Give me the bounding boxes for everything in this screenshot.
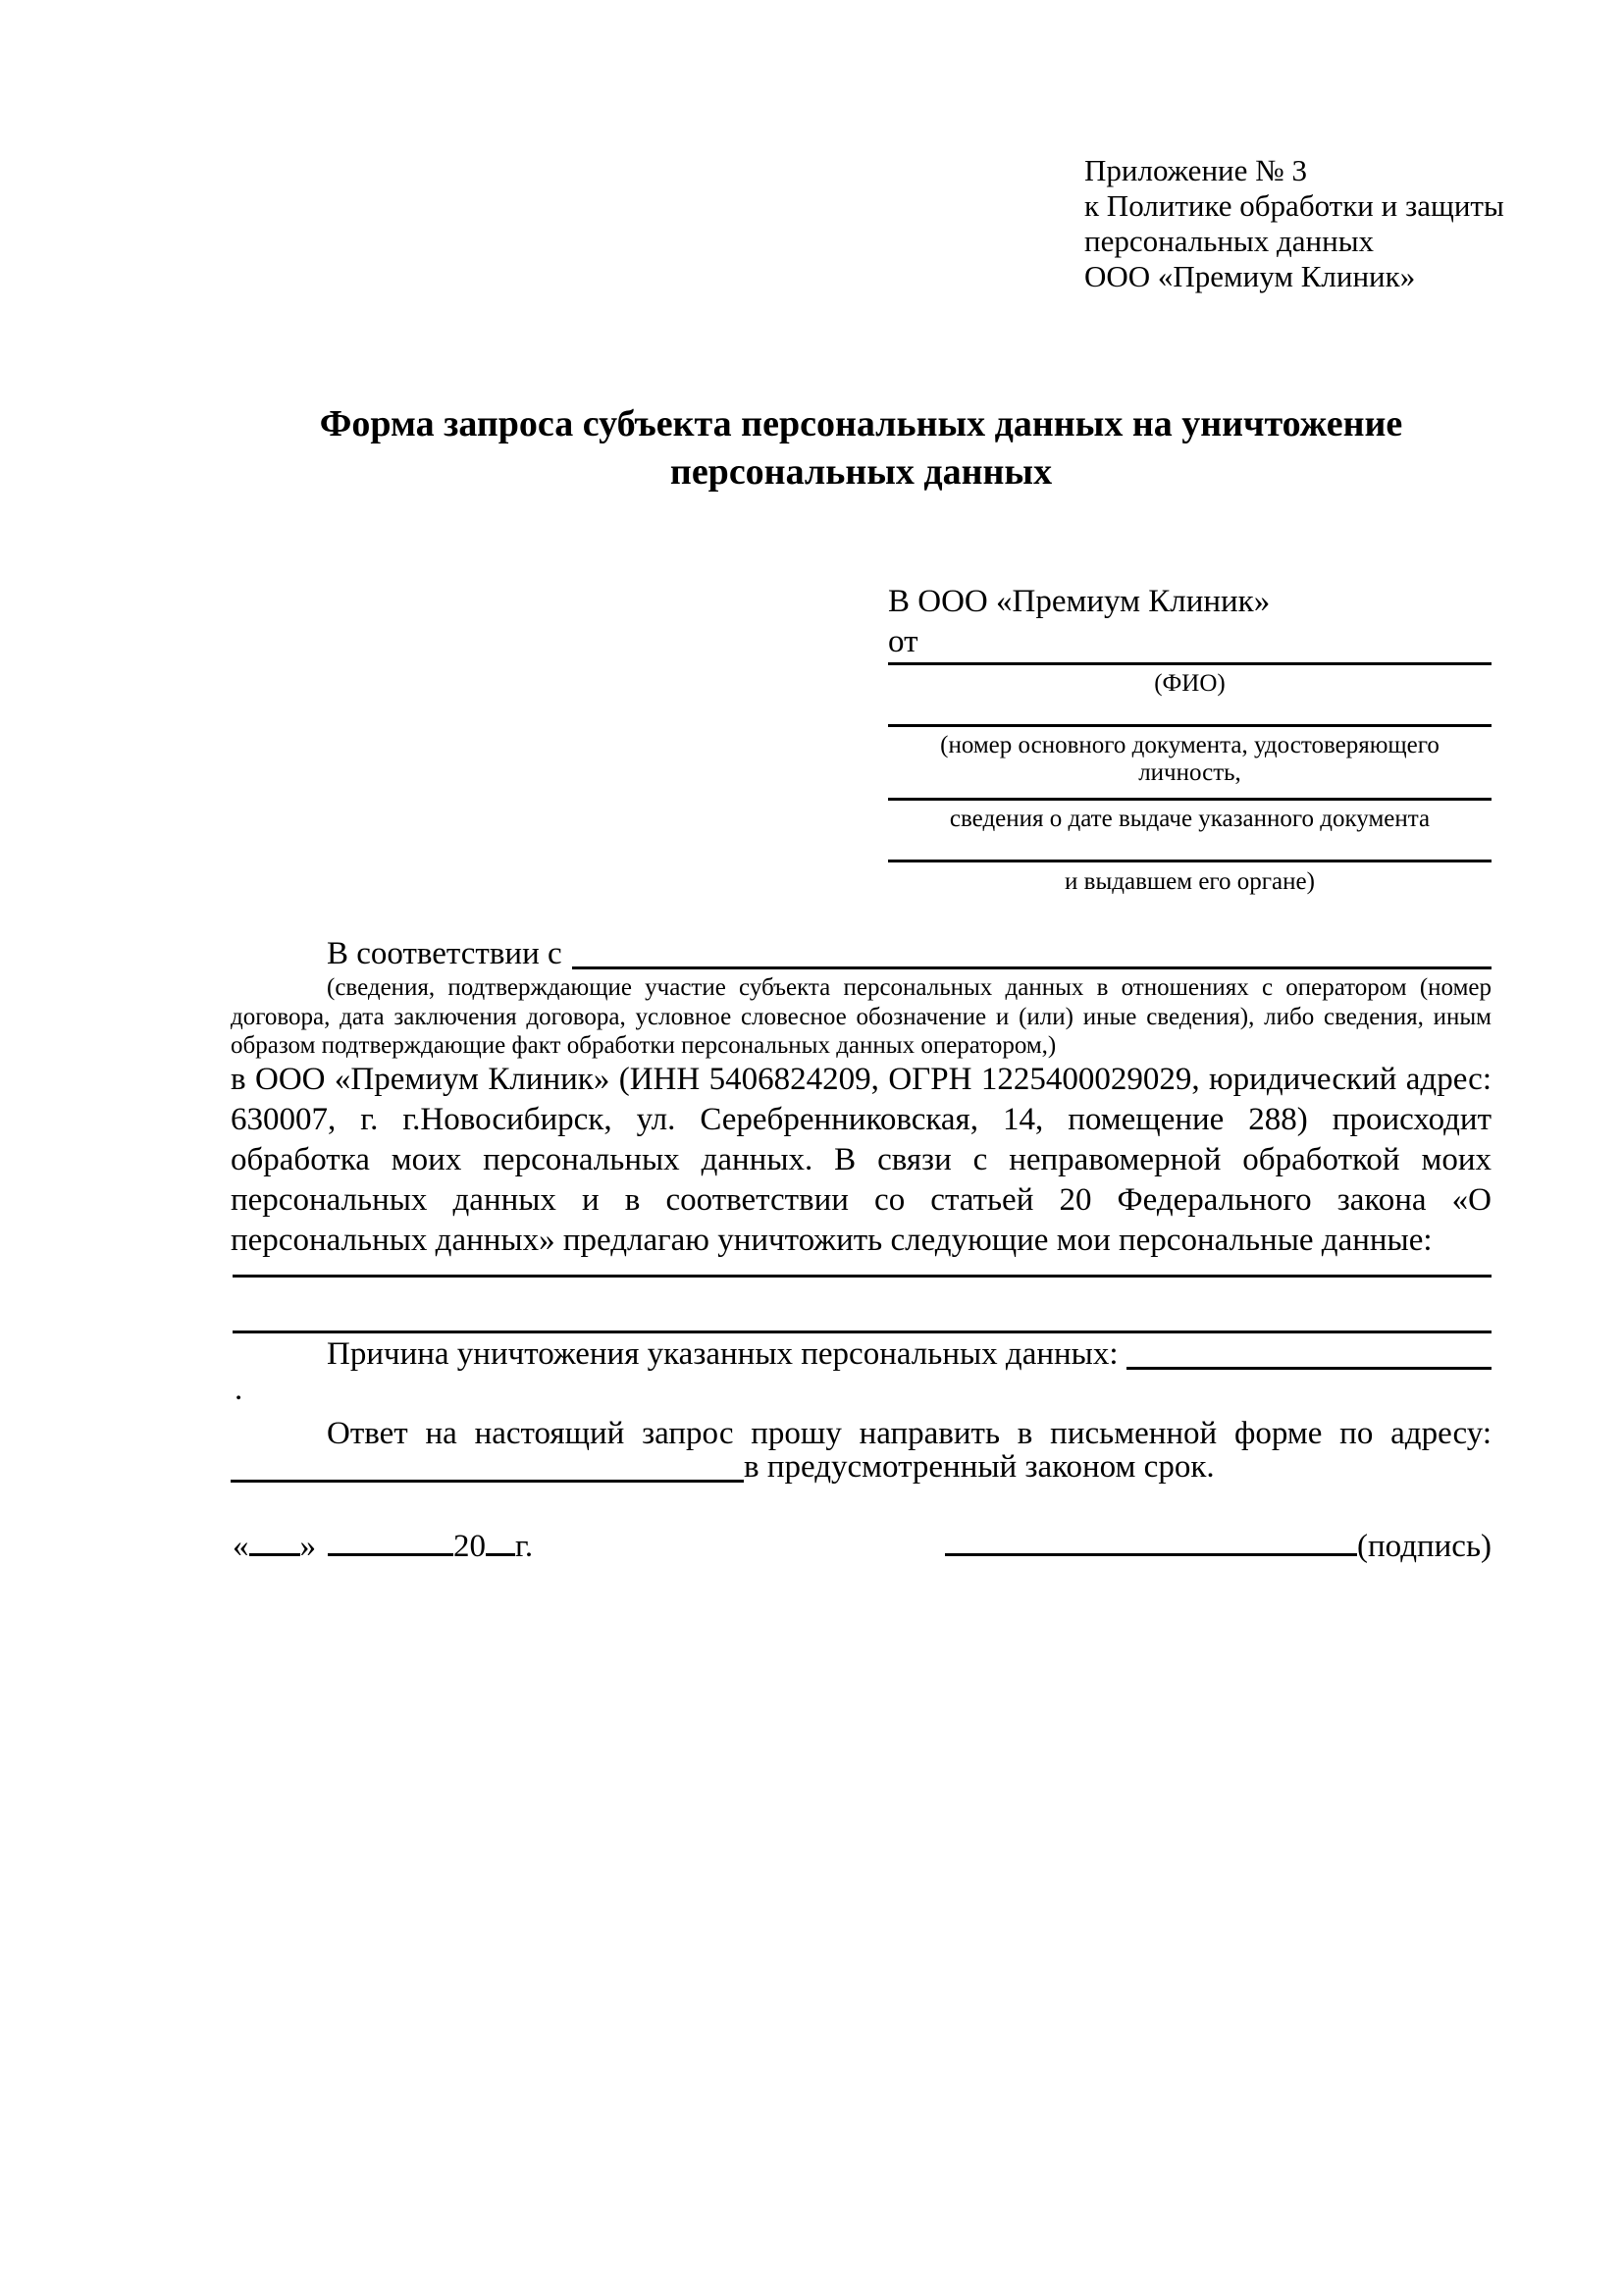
issue-date-fill-line: [888, 798, 1492, 801]
reason-fill-line: [1126, 1334, 1492, 1370]
accordance-fill-line: [572, 934, 1492, 969]
page-title: Форма запроса субъекта персональных данных на уничтожение персональных данных: [319, 403, 1403, 493]
fio-fill-line: [888, 662, 1492, 665]
date-day-blank: [249, 1553, 300, 1556]
document-number-label: (номер основного документа, удостоверяющего личность,: [940, 732, 1440, 786]
reason-fill-line-2-row: [231, 1370, 1457, 1410]
corner-header-line: Приложение № 3: [1084, 153, 1307, 187]
data-fill-line-1: [233, 1275, 1492, 1278]
fine-print: (сведения, подтверждающие участие субъекта персональных данных в отношениях с оператором (номер договора, дата заключения договора, условное словесное обозначение и (или) иные сведения), либо сведения, иным образом подтверждающие факт обработки персональных данных оператором,): [231, 974, 1492, 1059]
reason-row: [231, 1334, 1492, 1375]
date-quote-close: »: [299, 1529, 316, 1564]
document-number-fill-line: [888, 724, 1492, 727]
date-year-prefix: 20: [453, 1529, 486, 1564]
corner-header-line: ООО «Премиум Клиник»: [1084, 259, 1416, 293]
issuing-authority-label: и выдавшем его органе): [1065, 868, 1315, 895]
term-text: в предусмотренный законом срок.: [744, 1449, 1215, 1485]
date-year-blank: [486, 1553, 515, 1556]
date-quote-open: «: [233, 1529, 249, 1564]
main-paragraph: в ООО «Премиум Клиник» (ИНН 5406824209, ОГРН 1225400029029, юридический адрес: 630007, г. г.Новосибирск, ул. Серебренниковская, 14, помещение 288) происходит обработка моих персональных данных. В связи с неправомерной обработкой моих персональных данных и в соответствии со статьей 20 Федерального закона «О персональных данных» предлагаю уничтожить следующие мои персональные данные:: [231, 1062, 1492, 1258]
accordance-lead: В соответствии с: [327, 936, 562, 971]
issue-date-label: сведения о дате выдаче указанного документа: [949, 806, 1431, 832]
addressee-to: В ООО «Премиум Клиник»: [888, 584, 1271, 619]
addressee-block: [888, 584, 1492, 908]
corner-header-line: персональных данных: [1084, 224, 1375, 258]
address-fill-line: [231, 1447, 744, 1483]
date-group: [233, 1527, 533, 1567]
signature-group: [945, 1527, 1492, 1567]
date-signature-row: [233, 1527, 1492, 1567]
addressee-from: от: [888, 624, 918, 659]
corner-header-line: к Политике обработки и защиты: [1084, 188, 1504, 223]
corner-header: [1084, 153, 1506, 294]
signature-label: (подпись): [1357, 1529, 1492, 1564]
trailing-period: .: [235, 1372, 243, 1407]
fio-label: (ФИО): [1154, 670, 1226, 697]
answer-sentence: Ответ на настоящий запрос прошу направить в письменной форме по адресу:: [327, 1416, 1492, 1451]
issuing-authority-fill-line: [888, 860, 1492, 862]
signature-fill-line: [945, 1553, 1357, 1556]
date-month-blank: [328, 1553, 453, 1556]
accordance-row: [231, 934, 1492, 974]
data-fill-line-2: [233, 1331, 1492, 1333]
date-year-suffix: г.: [515, 1529, 534, 1564]
reason-label: Причина уничтожения указанных персональных данных:: [327, 1336, 1119, 1372]
term-row: [231, 1447, 1492, 1487]
